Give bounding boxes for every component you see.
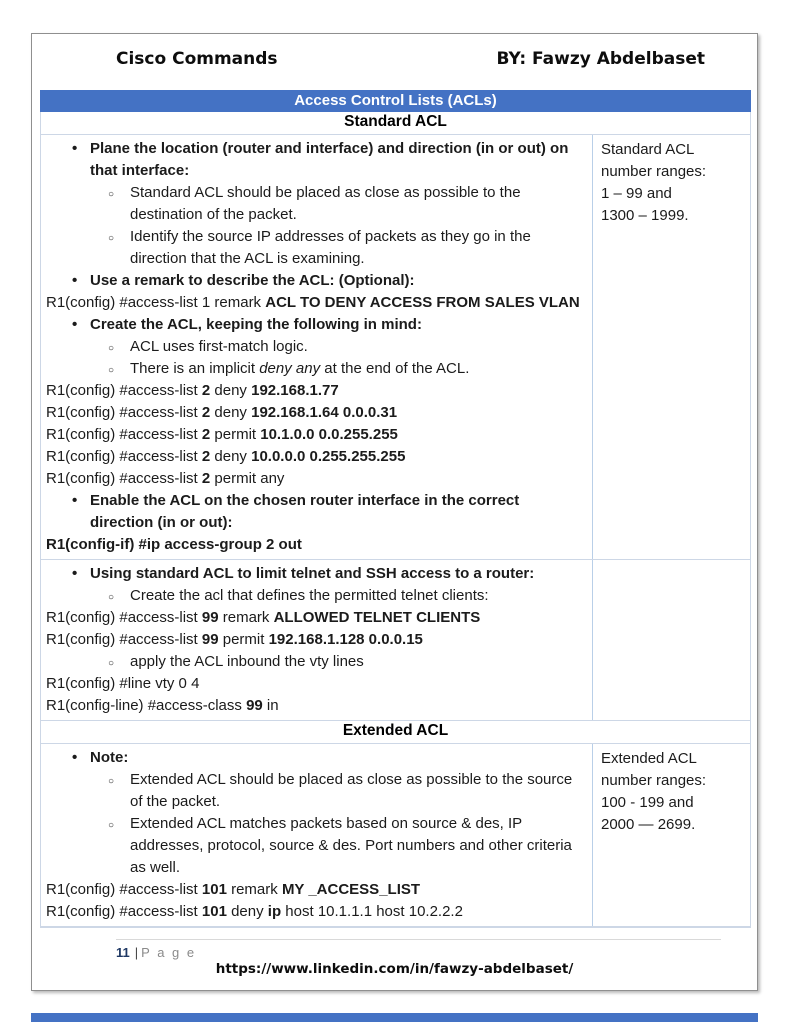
text-run: 2 — [201, 470, 211, 487]
note-line: Standard ACL — [601, 141, 695, 158]
page-footer — [32, 939, 757, 977]
note-line: Extended ACL — [601, 750, 697, 767]
text-run: R1(config) #access-list 1 remark — [46, 294, 266, 311]
text-run: Identify the source IP addresses of packets as they go in the direction that the ACL is examining. — [130, 228, 531, 267]
text-run: host 10.1.1.1 host 10.2.2.2 — [281, 903, 463, 920]
text-run: 2 — [201, 382, 211, 399]
text-run: 2 — [201, 426, 211, 443]
text-run: 101 — [201, 881, 227, 898]
text-run: deny — [226, 903, 268, 920]
command-line — [45, 879, 584, 901]
document-title: Cisco Commands — [116, 49, 278, 69]
text-run: 99 — [201, 631, 219, 648]
text-run: 99 — [246, 697, 263, 714]
text-run: ACL TO DENY ACCESS FROM SALES VLAN — [265, 294, 580, 311]
text-run: R1(config-if) #ip access-group 2 out — [46, 536, 302, 553]
bullet-line — [45, 563, 584, 585]
text-run: in — [262, 697, 279, 714]
text-run: MY _ACCESS_LIST — [281, 881, 421, 898]
text-run: R1(config) #access-list — [46, 881, 202, 898]
table-row — [41, 744, 750, 927]
text-run: Enable the ACL on the chosen router interface in the correct direction (in or out): — [90, 492, 520, 531]
command-line — [45, 380, 584, 402]
banner-title: Access Control Lists (ACLs) — [294, 92, 497, 109]
text-run: 99 — [201, 609, 219, 626]
bullet-line — [45, 490, 584, 534]
row-content-cell — [41, 744, 592, 926]
command-line — [45, 695, 584, 717]
bullet-line — [45, 336, 584, 358]
text-run: Create the acl that defines the permitted telnet clients: — [130, 587, 489, 604]
text-run: ip — [267, 903, 282, 920]
command-line — [45, 292, 584, 314]
acl-banner — [40, 90, 751, 112]
page-number-separator: | — [134, 945, 139, 960]
note-line: 2000 — 2699. — [601, 816, 696, 833]
command-line — [45, 402, 584, 424]
text-run: 10.1.0.0 0.0.255.255 — [260, 426, 398, 443]
text-run: permit — [218, 631, 269, 648]
command-line — [45, 446, 584, 468]
text-run: R1(config) #access-list — [46, 903, 202, 920]
row-note-cell — [592, 135, 750, 559]
row-note-cell — [592, 744, 750, 926]
command-line — [45, 424, 584, 446]
text-run: deny — [210, 382, 252, 399]
page-number — [32, 945, 757, 960]
bullet-line — [45, 747, 584, 769]
text-run: 2 — [201, 404, 211, 421]
table-row — [41, 135, 750, 560]
text-run: R1(config) #line vty 0 4 — [46, 675, 200, 692]
command-line — [45, 607, 584, 629]
bullet-line — [45, 270, 584, 292]
text-run: ACL uses first-match logic. — [130, 338, 308, 355]
bullet-line — [45, 585, 584, 607]
bullet-line — [45, 651, 584, 673]
text-run: at the end of the ACL. — [320, 360, 470, 377]
page-number-word: P a g e — [141, 945, 197, 960]
linkedin-url[interactable]: https://www.linkedin.com/in/fawzy-abdelbaset/ — [215, 961, 574, 977]
text-run: deny — [210, 404, 252, 421]
text-run: Plane the location (router and interface) and direction (in or out) on that interface: — [90, 140, 569, 179]
page-number-value: 11 — [116, 945, 130, 960]
text-run: Use a remark to describe the ACL: (Optional): — [90, 272, 415, 289]
text-run: R1(config) #access-list — [46, 448, 202, 465]
command-line — [45, 901, 584, 923]
text-run: apply the ACL inbound the vty lines — [130, 653, 364, 670]
text-run: deny any — [259, 360, 321, 377]
note-line: 100 - 199 and — [601, 794, 694, 811]
byline: BY: Fawzy Abdelbaset — [496, 49, 705, 69]
text-run: permit any — [210, 470, 285, 487]
text-run: R1(config) #access-list — [46, 426, 202, 443]
document-page — [31, 33, 758, 991]
bullet-line — [45, 226, 584, 270]
text-run: 2 — [201, 448, 211, 465]
text-run: 192.168.1.77 — [251, 382, 339, 399]
text-run: 192.168.1.128 0.0.0.15 — [268, 631, 423, 648]
text-run: 192.168.1.64 0.0.0.31 — [251, 404, 398, 421]
text-run: Standard ACL should be placed as close as possible to the destination of the packet. — [130, 184, 521, 223]
row-content-cell — [41, 560, 592, 720]
row-content-cell — [41, 135, 592, 559]
section-subheader: Standard ACL — [41, 112, 750, 135]
text-run: Extended ACL should be placed as close as possible to the source of the packet. — [130, 771, 573, 810]
text-run: remark — [226, 881, 282, 898]
row-note-cell — [592, 560, 750, 720]
text-run: R1(config) #access-list — [46, 470, 202, 487]
text-run: Using standard ACL to limit telnet and SSH access to a router: — [90, 565, 535, 582]
command-line — [45, 629, 584, 651]
text-run: R1(config) #access-list — [46, 609, 202, 626]
text-run: 10.0.0.0 0.255.255.255 — [251, 448, 406, 465]
command-line — [45, 673, 584, 695]
bullet-line — [45, 182, 584, 226]
bullet-line — [45, 138, 584, 182]
text-run: deny — [210, 448, 252, 465]
text-run: 101 — [201, 903, 227, 920]
bullet-line — [45, 358, 584, 380]
text-run: There is an implicit — [130, 360, 260, 377]
bullet-line — [45, 769, 584, 813]
note-line: 1300 – 1999. — [601, 207, 689, 224]
text-run: Extended ACL matches packets based on source & des, IP addresses, protocol, source & des. Port numbers and other criteria as well. — [130, 815, 572, 876]
acl-table — [40, 112, 751, 928]
bullet-line — [45, 314, 584, 336]
command-line — [45, 534, 584, 556]
text-run: Create the ACL, keeping the following in mind: — [90, 316, 422, 333]
text-run: R1(config) #access-list — [46, 404, 202, 421]
bullet-line — [45, 813, 584, 879]
text-run: remark — [218, 609, 274, 626]
note-line: 1 – 99 and — [601, 185, 672, 202]
page-header — [32, 34, 757, 69]
text-run: permit — [210, 426, 261, 443]
section-subheader: Extended ACL — [41, 721, 750, 744]
text-run: ALLOWED TELNET CLIENTS — [273, 609, 481, 626]
text-run: Note: — [90, 749, 129, 766]
text-run: R1(config-line) #access-class — [46, 697, 247, 714]
note-line: number ranges: — [601, 772, 707, 789]
text-run: R1(config) #access-list — [46, 631, 202, 648]
command-line — [45, 468, 584, 490]
text-run: R1(config) #access-list — [46, 382, 202, 399]
next-page-banner-strip — [31, 1013, 758, 1022]
table-row — [41, 560, 750, 721]
footer-rule — [116, 939, 721, 940]
note-line: number ranges: — [601, 163, 707, 180]
